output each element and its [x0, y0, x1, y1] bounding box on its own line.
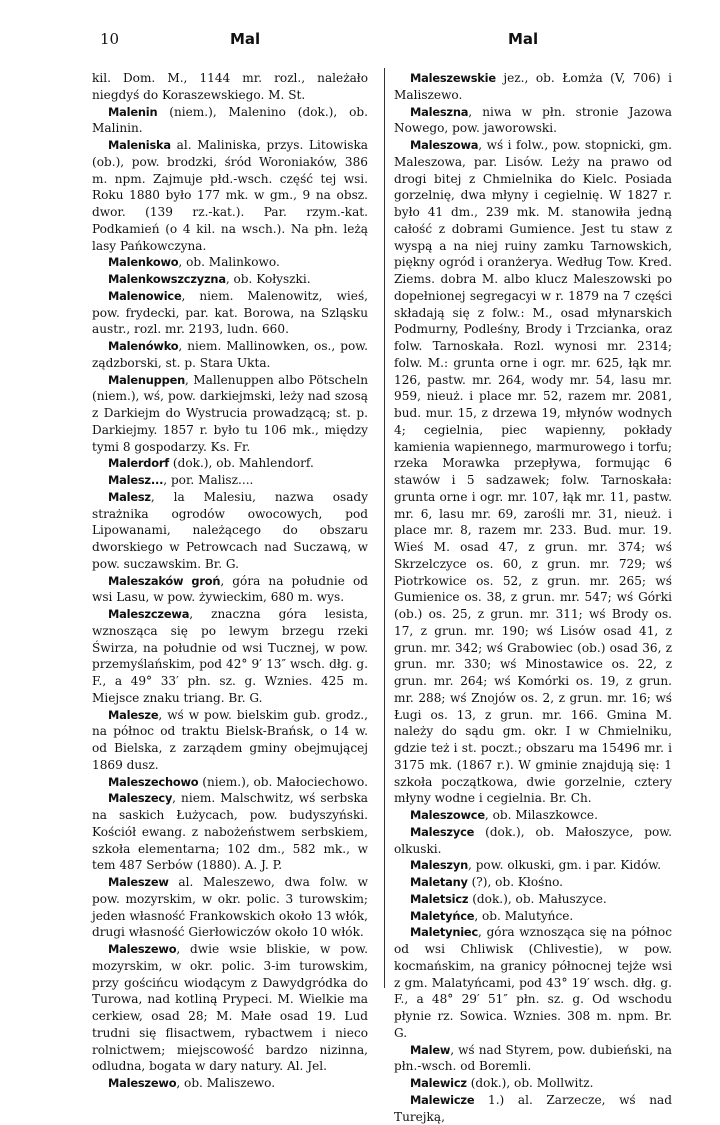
entry-text: al. Maleszewo, dwa folw. w pow. mozyrskim, w okr. polic. 3 turowskim; jeden własność Frankowskich około 13 włók, drugi własność Gierłowiczów około 10 włók.: [92, 875, 368, 940]
entry-headword: Maletany: [410, 875, 468, 889]
entry-headword: Maleszyn: [410, 858, 468, 873]
entry-text: , góra na południe od wsi Lasu, w pow. żywieckim, 680 m. wys.: [92, 573, 368, 605]
entry-headword: Maleszewo: [108, 942, 177, 956]
dictionary-entry: [92, 790, 368, 874]
running-head-right: Mal: [508, 30, 539, 48]
dictionary-entry: [92, 472, 368, 489]
dictionary-entry: [394, 70, 672, 104]
entry-headword: Malesz...: [108, 473, 164, 487]
dictionary-entry: [394, 1075, 672, 1092]
dictionary-entry: [92, 104, 368, 138]
entry-headword: Maleniska: [108, 138, 171, 152]
entry-text: (dok.), ob. Małuszyce.: [468, 891, 607, 906]
entry-text: (niem.), Malenino (dok.), ob. Malinin.: [92, 104, 368, 136]
entry-headword: Maleszowce: [410, 808, 485, 822]
entry-text: , niwa w płn. stronie Jazowa Nowego, pow. jaworowski.: [394, 104, 672, 136]
dictionary-entry: [92, 271, 368, 288]
entry-headword: Malesze: [108, 707, 159, 722]
entry-headword: Malenuppen: [108, 372, 186, 387]
dictionary-entry: [92, 874, 368, 941]
dictionary-entry: [92, 941, 368, 1075]
entry-headword: Maleszewo: [108, 1076, 177, 1090]
dictionary-entry: [92, 288, 368, 338]
entry-headword: Malesz: [108, 489, 151, 504]
entry-headword: Malenkowo: [108, 255, 179, 270]
entry-headword: Malenkowszczyzna: [108, 272, 226, 286]
right-column: [394, 70, 672, 1125]
entry-headword: Maleszna: [410, 104, 469, 119]
dictionary-entry: [92, 1075, 368, 1092]
dictionary-entry: [92, 573, 368, 607]
entry-text: , la Malesiu, nazwa osady strażnika ogrodów owocowych, pod Lipowanami, należącego do obszaru dworskiego w Petrowcach nad Suczawą, w pow. suczawskim. Br. G.: [92, 489, 368, 571]
entry-text: kil. Dom. M., 1144 mr. rozl., należało niegdyś do Koraszewskiego. M. St.: [92, 71, 368, 102]
entry-headword: Maleszechowo: [108, 774, 199, 789]
entry-headword: Maleszewskie: [410, 71, 496, 85]
entry-text: , ob. Milaszkowce.: [484, 808, 598, 822]
entry-text: (niem.), ob. Małociechowo.: [198, 774, 368, 789]
page-header: [84, 30, 644, 52]
entry-headword: Malenowice: [108, 288, 182, 303]
entry-text: , góra wznosząca się na północ od wsi Chliwisk (Chlivestie), w pow. kocmańskim, na granicy północnej tejże wsi z gm. Malatyńcami, pod 43° 19′ wsch. dłg. g. F., a 48° 29′ 51″ płn. sz. g. Od wschodu płynie rz. Sowica. Wznies. 308 m. npm. Br. G.: [394, 925, 672, 1040]
entry-text: , dwie wsie bliskie, w pow. mozyrskim, w okr. polic. 3-im turowskim, przy gościńcu wiodącym z Dawydgródka do Turowa, nad kotliną Prypeci. M. Wielkie ma cerkiew, osad 28; M. Małe osad 19. Lud trudni się flisactwem, rybactwem i nieco rolnictwem; miejscowość bardzo nizinna, odludna, bogata w dary natury. Al. Jel.: [92, 942, 368, 1074]
entry-text: , niem. Mallinowken, os., pow. ządzborski, st. p. Stara Ukta.: [92, 339, 368, 370]
dictionary-entry: [92, 137, 368, 254]
dictionary-entry: [92, 606, 368, 707]
entry-text: (dok.), ob. Mahlendorf.: [169, 456, 314, 471]
dictionary-entry: [92, 254, 368, 271]
entry-text: , niem. Malschwitz, wś serbska na saskich Łużycach, pow. budyszyński. Kościół ewang. z nabożeństwem serbskiem, szkoła elementarna; 102 dm., 582 mk., w tem 487 Serbów (1880). A. J. P.: [92, 791, 368, 873]
dictionary-entry: [394, 104, 672, 138]
entry-text: , ob. Malinkowo.: [178, 255, 280, 270]
entry-text: , wś w pow. bielskim gub. grodz., na północ od traktu Bielsk-Brańsk, o 14 w. od Bielska, z zarządem gminy obejmującej 1869 dusz.: [92, 707, 368, 772]
dictionary-entry: [92, 707, 368, 774]
dictionary-entry: [394, 1092, 672, 1125]
entry-text: (?), ob. Kłośno.: [467, 875, 564, 889]
entry-text: , Mallenuppen albo Pötscheln (niem.), wś, pow. darkiejmski, leży nad szosą z Darkiejm do Wystrucia prowadzącą; st. p. Darkiejmy. 1857 r. było tu 106 mk., między tymi 8 gospodarzy. Ks. Fr.: [92, 372, 368, 454]
entry-text: , ob. Malutyńce.: [474, 908, 574, 923]
entry-headword: Maleszaków groń: [108, 573, 221, 588]
dictionary-entry: [394, 857, 672, 874]
entry-text: , niem. Malenowitz, wieś, pow. frydecki, par. kat. Borowa, na Szląsku austr., rozl. mr. 2193, ludn. 660.: [92, 288, 368, 337]
entry-text: jez., ob. Łomża (V, 706) i Maliszewo.: [394, 71, 672, 102]
dictionary-entry: [394, 924, 672, 1041]
entry-text: , ob. Kołyszki.: [225, 272, 311, 286]
page-number: 10: [100, 30, 120, 48]
entry-headword: Malenówko: [108, 339, 179, 353]
left-column: [92, 70, 368, 1092]
entry-text: , wś i folw., pow. stopnicki, gm. Maleszowa, par. Lisów. Leży na prawo od drogi bitej z Chmielnika do Kielc. Posiada gorzelnię, dwa młyny i cegielnię. W 1827 r. było 41 dm., 239 mk. M. stanowiła jedną całość z dobrami Gumience. Jest tu staw z wyspą a na niej ruiny zamku Tarnowskich, piękny ogród i oranżerya. Według Tow. Kred. Ziems. dobra M. albo klucz Maleszowski po dopełnionej segregacyi w r. 1879 na 7 części składają się z folw.: M., osad młynarskich Podmurny, Podleśny, Brody i Trzcianka, oraz folw. Tarnoskała. Rozl. wynosi mr. 2314; folw. M.: grunta orne i ogr. mr. 625, łąk mr. 126, pastw. mr. 264, wody mr. 54, lasu mr. 959, nieuż. i place mr. 52, razem mr. 2081, bud. mur. 15, z drzewa 19, młynów wodnych 4; cegielnia, piec wapienny, pokłady kamienia wapiennego, marmurowego i torfu; rzeka Morawka przepływa, formując 6 stawów i 5 sadzawek; folw. Tarnoskała: grunta orne i ogr. mr. 107, łąk mr. 11, pastw. mr. 6, lasu mr. 69, zarośli mr. 31, nieuż. i place mr. 8, razem mr. 233. Bud. mur. 19. Wieś M. osad 47, z grun. mr. 374; wś Skrzelczyce os. 60, z grun. mr. 729; wś Piotrkowice os. 52, z grun. mr. 265; wś Gumienice os. 38, z grun. mr. 547; wś Górki (ob.) os. 25, z grun. mr. 311; wś Brody os. 17, z grun. mr. 190; wś Lisów osad 41, z grun. mr. 342; wś Grabowiec (ob.) osad 36, z grun. mr. 330; wś Minostawice os. 22, z grun. mr. 264; wś Komórki os. 19, z grun. mr. 288; wś Znojów os. 2, z grun. mr. 16; wś Ługi os. 13, z grun. mr. 166. Gmina M. należy do sądu gm. okr. I w Chmielniku, gdzie też i st. poczt.; obszaru ma 15496 mr. i 3175 mk. (1867 r.). W gminie znajdują się: 1 szkoła początkowa, dwie gorzelnie, cztery młyny wodne i cegielnia. Br. Ch.: [394, 138, 672, 806]
entry-text: al. Maliniska, przys. Litowiska (ob.), pow. brodzki, śród Woroniaków, 386 m. npm. Zajmuje płd.-wsch. część tej wsi. Roku 1880 było 177 mk. w gm., 9 na obsz. dwor. (139 rz.-kat.). Par. rzym.-kat. Podkamień (o 4 kil. na wsch.). Na płn. leżą lasy Pańkowczyna.: [92, 138, 368, 253]
entry-text: , pow. olkuski, gm. i par. Kidów.: [468, 858, 662, 873]
entry-headword: Maletyńce: [410, 908, 475, 923]
dictionary-entry: [394, 874, 672, 891]
entry-headword: Maleszew: [108, 875, 169, 889]
dictionary-entry: [394, 824, 672, 858]
entry-text: , wś nad Styrem, pow. dubieński, na płn.-wsch. od Boremli.: [394, 1042, 672, 1074]
dictionary-entry: [92, 372, 368, 456]
entry-text: , por. Malisz....: [163, 473, 254, 487]
dictionary-entry: [394, 908, 672, 925]
entry-headword: Maletyniec: [410, 925, 479, 940]
dictionary-entry: [92, 489, 368, 573]
entry-headword: Malewicz: [410, 1076, 467, 1090]
dictionary-entry: [92, 455, 368, 472]
dictionary-entry: [92, 338, 368, 372]
entry-headword: Maleszecy: [108, 791, 173, 806]
entry-headword: Malewicze: [410, 1092, 475, 1107]
entry-text: (dok.), ob. Małoszyce, pow. olkuski.: [394, 824, 672, 856]
column-divider: [384, 68, 385, 988]
entry-text: , znaczna góra lesista, wznosząca się po lewym brzegu rzeki Świrza, na południe od wsi Tucznej, w pow. przemyślańskim, pod 42° 9′ 13″ wsch. dłg. g. F., a 49° 33′ płn. sz. g. Wznies. 425 m. Miejsce znaku triang. Br. G.: [92, 607, 368, 705]
entry-headword: Maleszowa: [410, 138, 479, 152]
dictionary-entry: [394, 891, 672, 908]
entry-text: , ob. Maliszewo.: [176, 1076, 276, 1090]
dictionary-entry: [92, 774, 368, 791]
dictionary-entry: [394, 1042, 672, 1076]
dictionary-entry: [394, 807, 672, 824]
entry-text: (dok.), ob. Mollwitz.: [466, 1076, 594, 1090]
entry-headword: Malenin: [108, 104, 158, 119]
entry-headword: Malerdorf: [108, 456, 170, 471]
dictionary-entry: [92, 70, 368, 104]
entry-headword: Maletsicz: [410, 891, 469, 906]
running-head-left: Mal: [230, 30, 261, 48]
entry-headword: Maleszyce: [410, 824, 475, 839]
entry-text: 1.) al. Zarzecze, wś nad Turejką,: [394, 1092, 672, 1124]
dictionary-entry: [394, 137, 672, 807]
entry-headword: Malew: [410, 1042, 451, 1057]
entry-headword: Maleszczewa: [108, 607, 190, 621]
